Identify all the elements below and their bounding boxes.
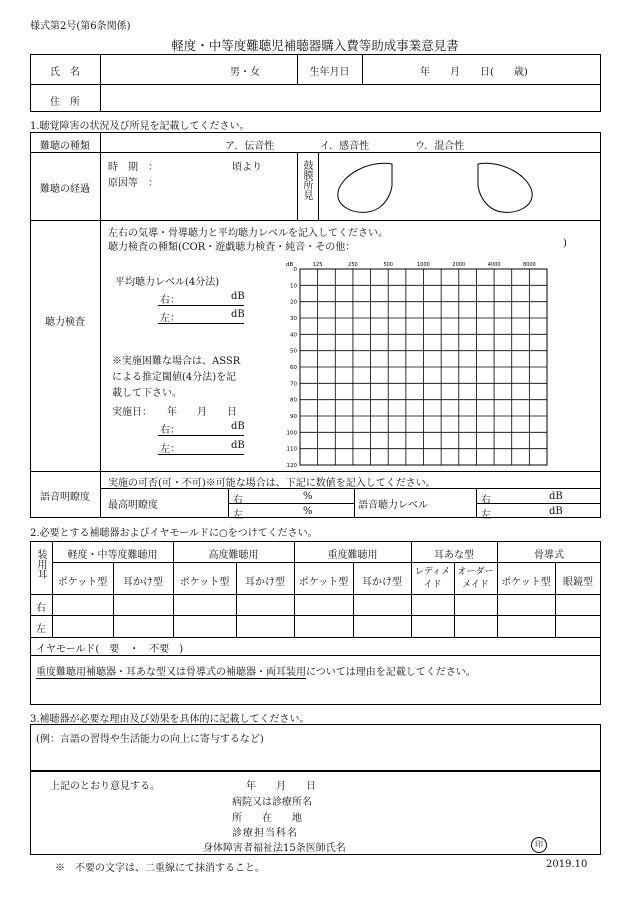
course-label: 難聴の経過 <box>40 184 90 195</box>
freq-tick-label: 125 <box>312 262 323 268</box>
form-version: 2019.10 <box>546 859 588 870</box>
assr-right-field[interactable] <box>158 435 244 436</box>
eardrum-diagrams <box>330 158 600 218</box>
subtype-mild-bte: 耳かけ型 <box>123 577 163 588</box>
since-label: 頃より <box>232 162 262 173</box>
section3-heading: 3.補聴器が必要な理由及び効果を具体的に記載してください。 <box>30 714 310 725</box>
row-left-label: 左 <box>36 624 46 635</box>
ear-label: 装用耳 <box>35 549 46 579</box>
opinion-text: 上記のとおり意見する。 <box>50 781 160 792</box>
db-tick-label: 0 <box>293 267 297 273</box>
speech-label: 語音明瞭度 <box>40 492 90 503</box>
hearing-type-conductive[interactable]: ア．伝音性 <box>225 141 275 152</box>
speech-level-right-unit: dB <box>549 491 563 502</box>
db-tick-label: 110 <box>286 446 297 453</box>
freq-tick-label: 4000 <box>487 262 501 268</box>
reason-example: (例：言語の習得や生活能力の向上に寄与するなど) <box>36 734 264 745</box>
db-tick-label: 30 <box>290 316 297 322</box>
assr-note: ※実施困難な場合は、ASSR による推定閾値(4分法)を記 載して下さい。 <box>112 356 241 399</box>
gender-field[interactable]: 男・女 <box>230 67 260 78</box>
name-label: 氏 名 <box>50 67 80 78</box>
avg-left-label: 左： <box>160 313 180 324</box>
subtype-severe-bte: 耳かけ型 <box>245 577 285 588</box>
clarity-left-unit: % <box>303 506 313 517</box>
subtype-mild-pocket: ポケット型 <box>57 577 108 588</box>
db-tick-label: 90 <box>290 414 297 420</box>
db-tick-label: 100 <box>286 430 297 437</box>
dob-field[interactable]: 年 月 日( 歳) <box>420 67 528 78</box>
freq-tick-label: 2000 <box>452 262 466 268</box>
dob-label: 生年月日 <box>309 67 350 78</box>
avg-right-unit: dB <box>231 291 245 302</box>
group-in-ear: 耳あな型 <box>434 550 474 561</box>
avg-right-field[interactable] <box>158 305 244 306</box>
clarity-right-label: 右 <box>233 495 243 506</box>
row-right-label: 右 <box>36 603 46 614</box>
test-date[interactable]: 実施日： 年 月 日 <box>112 407 237 418</box>
speech-availability[interactable]: 実施の可否(可・不可)※可能な場合は、下記に数値を記入してください。 <box>108 478 436 489</box>
db-tick-label: 60 <box>290 365 297 371</box>
hearing-type-mixed[interactable]: ウ．混合性 <box>415 141 465 152</box>
reason-note: 重度難聴用補聴器・耳あな型又は骨導式の補聴器・両耳装用については理由を記載してください。 <box>36 663 476 679</box>
speech-level-right-label: 右 <box>481 495 491 506</box>
cause-label: 原因等 ： <box>108 178 158 189</box>
footnote: ※ 不要の文字は、二重線にて抹消すること。 <box>55 863 265 874</box>
hospital-label: 病院又は診療所名 <box>232 797 312 808</box>
speech-level-left-label: 左 <box>481 510 491 521</box>
group-bone: 骨導式 <box>534 550 564 561</box>
avg-left-unit: dB <box>231 309 245 320</box>
freq-tick-label: 1000 <box>417 262 430 268</box>
right-eardrum-shape <box>338 163 392 212</box>
form-number: 様式第2号(第6条関係) <box>30 21 131 32</box>
opinion-date[interactable]: 年 月 日 <box>246 781 316 792</box>
group-profound: 重度難聴用 <box>327 550 378 561</box>
hearing-type-label: 難聴の種類 <box>40 141 90 152</box>
clarity-right-unit: % <box>303 491 313 502</box>
db-tick-label: 10 <box>290 283 297 290</box>
left-eardrum-shape <box>478 163 532 212</box>
assr-right-label: 右： <box>160 425 180 436</box>
db-unit-label: dB <box>286 262 294 268</box>
department-label: 診療担当科名 <box>232 828 298 839</box>
freq-tick-label: 8000 <box>522 262 536 268</box>
db-tick-label: 80 <box>290 397 297 404</box>
test-label: 聴力検査 <box>45 317 85 328</box>
assr-left-unit: dB <box>231 440 245 451</box>
subtype-profound-pocket: ポケット型 <box>298 577 349 588</box>
db-tick-label: 70 <box>290 381 297 388</box>
db-tick-label: 50 <box>290 348 297 355</box>
subtype-profound-bte: 耳かけ型 <box>362 577 402 588</box>
db-tick-label: 40 <box>290 332 297 339</box>
doctor-label: 身体障害者福祉法15条医師氏名 <box>203 843 346 854</box>
seal-mark: 印 <box>531 837 547 853</box>
section2-heading: 2.必要とする補聴器およびイヤモールドに○をつけてください。 <box>30 528 318 539</box>
freq-tick-label: 500 <box>383 262 393 268</box>
audiogram-grid[interactable] <box>276 259 552 469</box>
speech-level-left-unit: dB <box>549 506 563 517</box>
hearing-aid-table <box>30 541 601 705</box>
db-tick-label: 20 <box>290 299 297 306</box>
freq-tick-label: 250 <box>348 262 358 268</box>
subtype-bone-pocket: ポケット型 <box>501 577 551 588</box>
db-tick-label: 120 <box>286 463 297 469</box>
location-label: 所 在 地 <box>232 813 302 824</box>
test-kind[interactable]: 聴力検査の種類(COR・遊戯聴力検査・純音・その他： <box>108 242 356 253</box>
subtype-severe-pocket: ポケット型 <box>179 577 230 588</box>
assr-right-unit: dB <box>231 421 245 432</box>
section1-heading: 1.聴覚障害の状況及び所見を記載してください。 <box>30 121 250 132</box>
test-instruction: 左右の気導・骨導聴力と平均聴力レベルを記入してください。 <box>108 228 388 239</box>
eardrum-label: 鼓膜所見 <box>301 160 312 200</box>
address-label: 住 所 <box>50 97 80 108</box>
subtype-custom-made: オーダーメイド <box>457 567 494 590</box>
max-clarity-label: 最高明瞭度 <box>108 500 158 511</box>
page-title: 軽度・中等度難聴児補聴器購入費等助成事業意見書 <box>171 38 459 53</box>
test-kind-close: ) <box>563 238 567 249</box>
period-label: 時 期 ： <box>108 162 158 173</box>
avg-level-label: 平均聴力レベル(4分法) <box>115 277 220 288</box>
avg-left-field[interactable] <box>158 323 244 324</box>
group-severe: 高度難聴用 <box>208 550 259 561</box>
earmold-field[interactable]: イヤモールド( 要 ・ 不要 ) <box>36 644 184 655</box>
group-mild: 軽度・中等度難聴用 <box>67 550 158 561</box>
hearing-type-sensorineural[interactable]: イ．感音性 <box>320 141 370 152</box>
assr-left-field[interactable] <box>158 454 244 455</box>
subtype-bone-glasses: 眼鏡型 <box>563 577 593 588</box>
avg-right-label: 右： <box>160 295 180 306</box>
speech-level-label: 語音聴力レベル <box>358 500 428 511</box>
subtype-ready-made: レディメイド <box>414 567 451 590</box>
assr-left-label: 左： <box>160 444 180 455</box>
clarity-left-label: 左 <box>233 510 243 521</box>
